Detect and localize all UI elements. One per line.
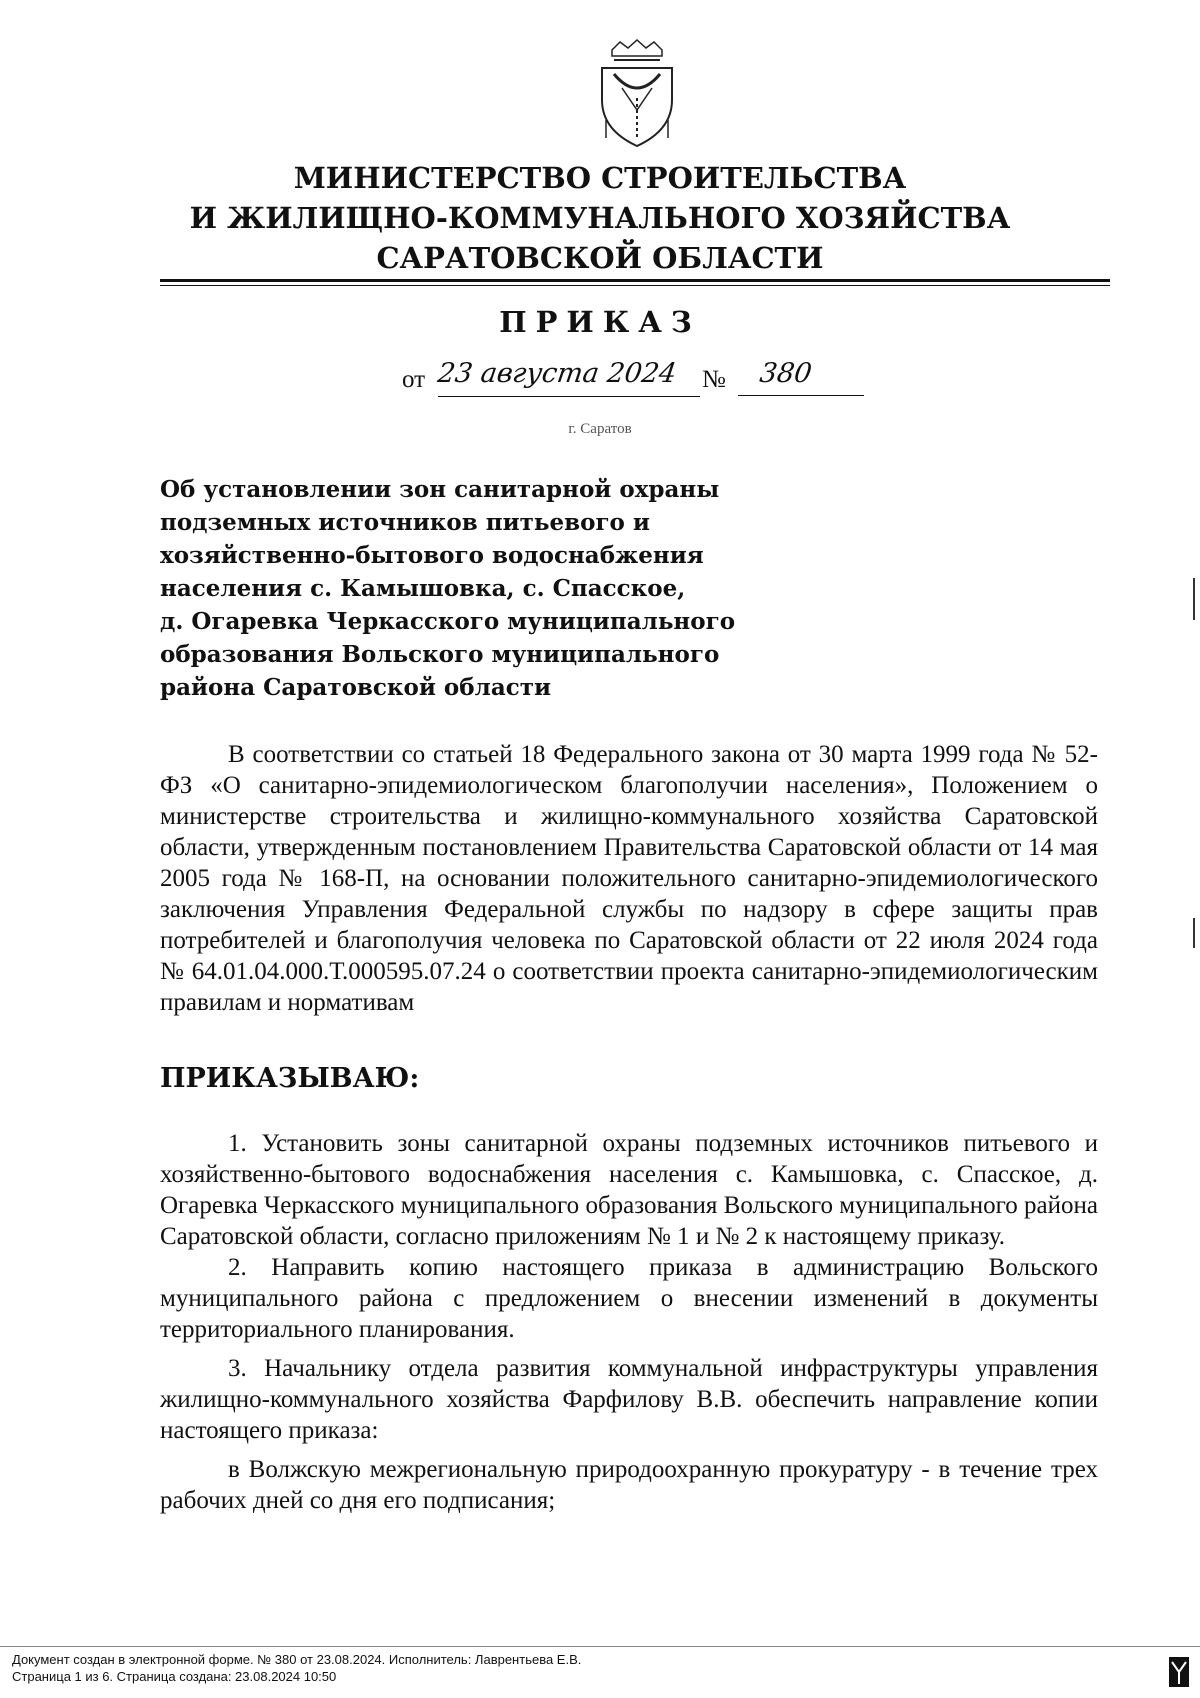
header-divider-thick (160, 279, 1110, 282)
handwritten-date: 23 августа 2024 (435, 358, 679, 389)
handwritten-number: 380 (757, 358, 814, 389)
subject-line: д. Огаревка Черкасского муниципального (160, 608, 736, 635)
order-title: ПРИКАЗ (499, 305, 701, 339)
subject-line: подземных источников питьевого и (160, 509, 650, 536)
order-subject (160, 473, 735, 704)
order-item-1: 1. Установить зоны санитарной охраны подземных источников питьевого и хозяйственно-бытового водоснабжения населения с. Камышовка, с. Спасское, д. Огаревка Черкасского муниципального образования Вольского муниципального района Саратовской области, согласно приложениям № 1 и № 2 к настоящему приказу. (160, 1130, 1098, 1250)
subject-line: района Саратовской области (160, 674, 552, 701)
date-prefix: от (402, 366, 426, 393)
order-item-2: 2. Направить копию настоящего приказа в администрацию Вольского муниципального района с предложением о внесении изменений в документы территориального планирования. (160, 1254, 1098, 1343)
document-footer (12, 1651, 581, 1685)
scan-edge-mark (1193, 578, 1195, 620)
preamble (160, 739, 1098, 1018)
subject-line: образования Вольского муниципального (160, 641, 720, 668)
ministry-name (0, 158, 1200, 278)
saratov-coat-of-arms-icon (592, 38, 682, 150)
number-label: № (702, 366, 726, 393)
ministry-line-3: САРАТОВСКОЙ ОБЛАСТИ (376, 241, 824, 275)
scan-edge-mark (1193, 918, 1195, 948)
subject-line: хозяйственно-бытового водоснабжения (160, 542, 704, 569)
footer-line-2: Страница 1 из 6. Страница создана: 23.08.2024 10:50 (12, 1669, 337, 1684)
decree-word: ПРИКАЗЫВАЮ: (160, 1063, 420, 1094)
preamble-text: В соответствии со статьей 18 Федерального закона от 30 марта 1999 года № 52-ФЗ «О санитарно-эпидемиологическом благополучии населения», Положением о министерстве строительства и жилищно-коммунального хозяйства Саратовской области, утвержденным постановлением Правительства Саратовской области от 14 мая 2005 года № 168-П, на основании положительного санитарно-эпидемиологического заключения Управления Федеральной службы по надзору в сфере защиты прав потребителей и благополучия человека по Саратовской области от 22 июля 2024 года № 64.01.04.000.Т.000595.07.24 о соответствии проекта санитарно-эпидемиологическим правилам и нормативам (160, 741, 1098, 1016)
date-field (435, 358, 700, 397)
order-items (160, 1128, 1098, 1516)
subject-line: населения с. Камышовка, с. Спасское, (160, 575, 686, 602)
footer-line-1: Документ создан в электронной форме. № 380 от 23.08.2024. Исполнитель: Лаврентьева Е.В. (12, 1652, 582, 1667)
ministry-line-2: И ЖИЛИЩНО-КОММУНАЛЬНОГО ХОЗЯЙСТВА (189, 201, 1011, 235)
ministry-line-1: МИНИСТЕРСТВО СТРОИТЕЛЬСТВА (293, 161, 907, 195)
number-field (738, 358, 864, 396)
subject-line: Об установлении зон санитарной охраны (160, 476, 720, 503)
city-label: г. Саратов (568, 421, 632, 437)
header-divider-thin (160, 285, 1110, 286)
footer-divider (0, 1646, 1200, 1647)
order-item-3: 3. Начальнику отдела развития коммунальной инфраструктуры управления жилищно-коммунального хозяйства Фарфилову В.В. обеспечить направление копии настоящего приказа: (160, 1355, 1098, 1444)
saratov-emblem-small-icon (1168, 1656, 1190, 1688)
order-item-3-subitem: в Волжскую межрегиональную природоохранную прокуратуру - в течение трех рабочих дней со дня его подписания; (160, 1456, 1098, 1514)
